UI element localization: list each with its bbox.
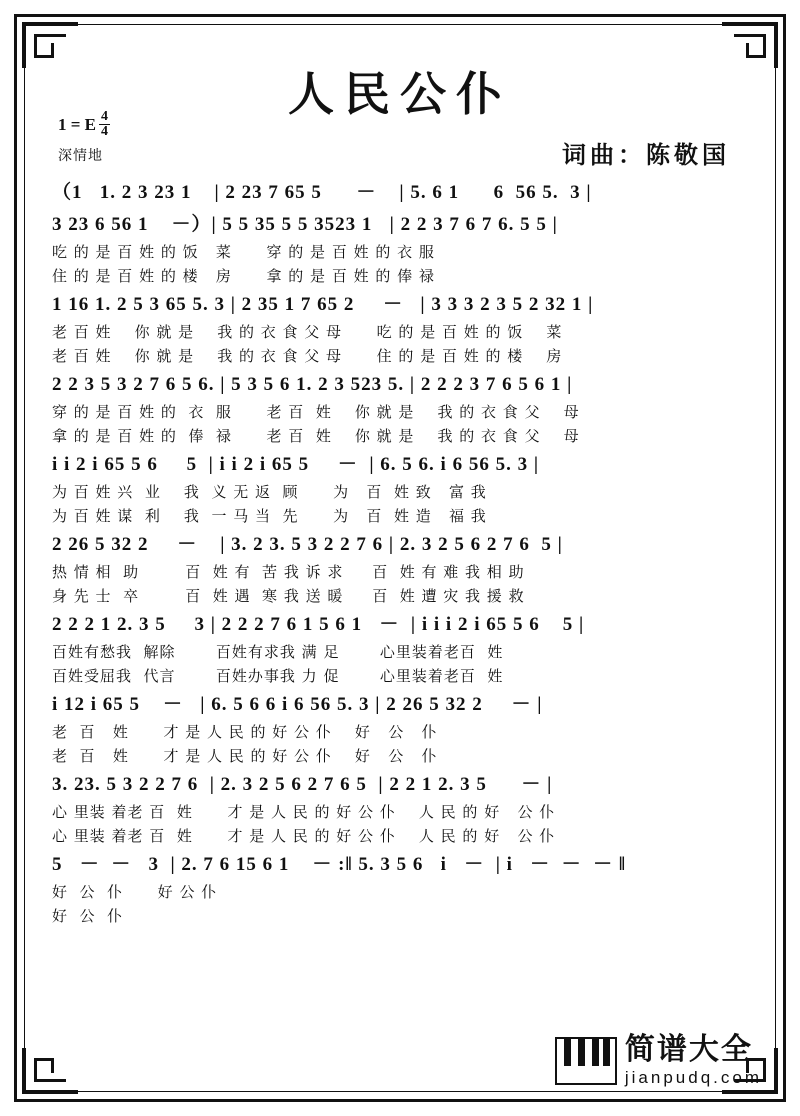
- time-signature-numerator: 4: [101, 109, 109, 124]
- score-system: [52, 690, 752, 768]
- page-title: 人民公仆: [288, 67, 512, 121]
- piano-keys-icon: [555, 1037, 617, 1085]
- lyric-line-verse1: 为 百 姓 兴 业 我 义 无 返 顾 为 百 姓 致 富 我: [52, 483, 487, 501]
- music-score: [52, 178, 752, 930]
- score-system: [52, 450, 752, 528]
- lyric-line-verse2: 老 百 姓 你 就 是 我 的 衣 食 父 母 住 的 是 百 姓 的 楼 房: [52, 347, 563, 365]
- notation-line: 2 26 5 32 2 － | 3. 2 3. 5 3 2 2 7 6 | 2. 3 2 5 6 2 7 6 5 |: [52, 534, 563, 555]
- key-signature: 1 = E: [58, 114, 97, 134]
- notation-line: i i 2 i 65 5 6 5 | i i 2 i 65 5 － | 6. 5 6. i 6 56 5. 3 |: [52, 454, 540, 475]
- lyric-line-verse2: 好 公 仆: [52, 907, 124, 925]
- notation-line: i 12 i 65 5 － | 6. 5 6 6 i 6 56 5. 3 | 2 26 5 32 2 － |: [52, 694, 543, 715]
- notation-line: 3 23 6 56 1 －）| 5 5 35 5 5 3523 1 | 2 2 3 7 6 7 6. 5 5 |: [52, 214, 558, 235]
- notation-line: 2 2 2 1 2. 3 5 3 | 2 2 2 7 6 1 5 6 1 － | i i i 2 i 65 5 6 5 |: [52, 614, 585, 635]
- lyric-line-verse2: 身 先 士 卒 百 姓 遇 寒 我 送 暖 百 姓 遭 灾 我 援 救: [52, 587, 525, 605]
- notation-line: 2 2 3 5 3 2 7 6 5 6. | 5 3 5 6 1. 2 3 523 5. | 2 2 2 3 7 6 5 6 1 |: [52, 374, 573, 395]
- lyric-line-verse1: 好 公 仆 好 公 仆: [52, 883, 218, 901]
- notation-line: 5 － － 3 | 2. 7 6 15 6 1 － :‖ 5. 3 5 6 i － | i － － － ‖: [52, 854, 627, 875]
- score-system: [52, 530, 752, 608]
- lyric-line-verse2: 百姓受屈我 代言 百姓办事我 力 促 心里装着老百 姓: [52, 667, 504, 685]
- lyric-line-verse2: 心 里装 着老 百 姓 才 是 人 民 的 好 公 仆 人 民 的 好 公 仆: [52, 827, 556, 845]
- lyric-line-verse2: 老 百 姓 才 是 人 民 的 好 公 仆 好 公 仆: [52, 747, 438, 765]
- lyric-line-verse1: 穿 的 是 百 姓 的 衣 服 老 百 姓 你 就 是 我 的 衣 食 父 母: [52, 403, 580, 421]
- lyric-line-verse1: 百姓有愁我 解除 百姓有求我 满 足 心里装着老百 姓: [52, 643, 504, 661]
- lyric-line-verse1: 吃 的 是 百 姓 的 饭 菜 穿 的 是 百 姓 的 衣 服: [52, 243, 435, 261]
- notation-line: （1 1. 2 3 23 1 | 2 23 7 65 5 － | 5. 6 1 6 56 5. 3 |: [52, 182, 592, 203]
- score-system: [52, 178, 752, 208]
- lyric-line-verse1: 老 百 姓 你 就 是 我 的 衣 食 父 母 吃 的 是 百 姓 的 饭 菜: [52, 323, 563, 341]
- score-system: [52, 610, 752, 688]
- composer-credit: 词曲：陈敬国: [562, 140, 730, 169]
- lyric-line-verse1: 老 百 姓 才 是 人 民 的 好 公 仆 好 公 仆: [52, 723, 438, 741]
- time-signature: [99, 110, 110, 139]
- key-and-meter-block: [58, 110, 110, 165]
- lyric-line-verse2: 住 的 是 百 姓 的 楼 房 拿 的 是 百 姓 的 俸 禄: [52, 267, 435, 285]
- watermark-brand-en: jianpudq.com: [624, 1068, 762, 1087]
- notation-line: 1 16 1. 2 5 3 65 5. 3 | 2 35 1 7 65 2 － | 3 3 3 2 3 5 2 32 1 |: [52, 294, 594, 315]
- score-system: [52, 210, 752, 288]
- score-system: [52, 370, 752, 448]
- lyric-line-verse2: 拿 的 是 百 姓 的 俸 禄 老 百 姓 你 就 是 我 的 衣 食 父 母: [52, 427, 580, 445]
- tempo-mood-marking: 深情地: [58, 149, 103, 164]
- lyric-line-verse2: 为 百 姓 谋 利 我 一 马 当 先 为 百 姓 造 福 我: [52, 507, 487, 525]
- score-system: [52, 290, 752, 368]
- time-signature-denominator: 4: [101, 124, 109, 139]
- watermark-brand-cn: 简谱大全: [624, 1032, 753, 1067]
- lyric-line-verse1: 热 情 相 助 百 姓 有 苦 我 诉 求 百 姓 有 难 我 相 助: [52, 563, 525, 581]
- score-system: [52, 850, 752, 928]
- notation-line: 3. 23. 5 3 2 2 7 6 | 2. 3 2 5 6 2 7 6 5 | 2 2 1 2. 3 5 － |: [52, 774, 553, 795]
- corner-ornament-bottom-left: [22, 1048, 78, 1094]
- score-system: [52, 770, 752, 848]
- lyric-line-verse1: 心 里装 着老 百 姓 才 是 人 民 的 好 公 仆 人 民 的 好 公 仆: [52, 803, 556, 821]
- site-watermark: [555, 1032, 762, 1087]
